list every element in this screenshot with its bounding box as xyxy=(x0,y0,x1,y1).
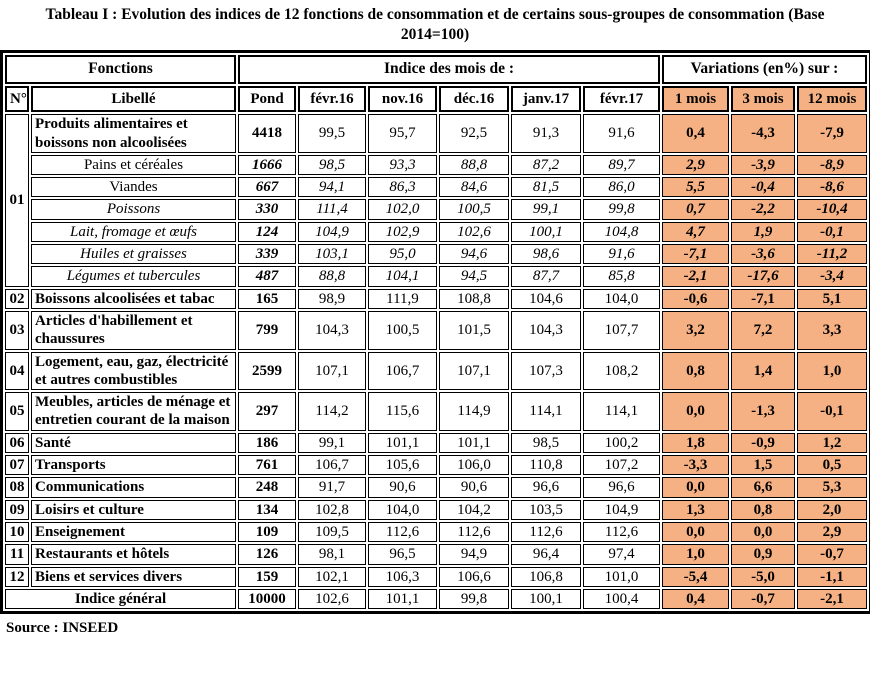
indices-table xyxy=(0,50,870,614)
table-row xyxy=(5,392,867,431)
index-cell: 94,9 xyxy=(439,544,509,564)
index-cell: 114,1 xyxy=(511,392,581,431)
table-row xyxy=(5,477,867,497)
row-label: Produits alimentaires et boissons non alcoolisées xyxy=(31,114,236,153)
row-number: 07 xyxy=(5,455,29,475)
variation-cell: -2,1 xyxy=(662,266,729,286)
index-cell: 86,0 xyxy=(583,177,660,197)
table-row xyxy=(5,266,867,286)
col-header-dec16: déc.16 xyxy=(439,86,509,112)
index-cell: 98,1 xyxy=(298,544,366,564)
col-header-fevr17: févr.17 xyxy=(583,86,660,112)
index-cell: 92,5 xyxy=(439,114,509,153)
variation-cell: -8,6 xyxy=(797,177,867,197)
variation-cell: 0,0 xyxy=(662,522,729,542)
row-number: 12 xyxy=(5,567,29,587)
index-cell: 100,4 xyxy=(583,589,660,609)
index-cell: 102,6 xyxy=(298,589,366,609)
variation-cell: -3,6 xyxy=(731,244,795,264)
variation-cell: 0,5 xyxy=(797,455,867,475)
variation-cell: 0,7 xyxy=(662,199,729,219)
variation-cell: 0,0 xyxy=(662,477,729,497)
index-cell: 112,6 xyxy=(511,522,581,542)
row-number: 09 xyxy=(5,500,29,520)
pond-cell: 165 xyxy=(238,289,296,309)
index-cell: 104,6 xyxy=(511,289,581,309)
index-cell: 91,6 xyxy=(583,244,660,264)
variation-cell: 0,4 xyxy=(662,114,729,153)
variation-cell: -1,1 xyxy=(797,567,867,587)
variation-cell: -7,1 xyxy=(662,244,729,264)
index-cell: 107,1 xyxy=(298,352,366,391)
variation-cell: -0,6 xyxy=(662,289,729,309)
index-cell: 115,6 xyxy=(368,392,437,431)
index-cell: 102,9 xyxy=(368,222,437,242)
col-header-3mois: 3 mois xyxy=(731,86,795,112)
pond-cell: 124 xyxy=(238,222,296,242)
row-number: 11 xyxy=(5,544,29,564)
index-cell: 91,3 xyxy=(511,114,581,153)
index-cell: 102,1 xyxy=(298,567,366,587)
header-group-fonctions: Fonctions xyxy=(5,55,236,84)
variation-cell: 3,3 xyxy=(797,311,867,350)
index-cell: 95,0 xyxy=(368,244,437,264)
index-cell: 104,3 xyxy=(298,311,366,350)
pond-cell: 134 xyxy=(238,500,296,520)
variation-cell: 7,2 xyxy=(731,311,795,350)
row-label: Huiles et graisses xyxy=(31,244,236,264)
variation-cell: -11,2 xyxy=(797,244,867,264)
row-label: Lait, fromage et œufs xyxy=(31,222,236,242)
index-cell: 100,1 xyxy=(511,589,581,609)
row-label: Restaurants et hôtels xyxy=(31,544,236,564)
variation-cell: -5,0 xyxy=(731,567,795,587)
index-cell: 110,8 xyxy=(511,455,581,475)
pond-cell: 186 xyxy=(238,433,296,453)
pond-cell: 4418 xyxy=(238,114,296,153)
col-header-1mois: 1 mois xyxy=(662,86,729,112)
row-number: 06 xyxy=(5,433,29,453)
table-row xyxy=(5,567,867,587)
index-cell: 101,1 xyxy=(368,433,437,453)
row-label: Logement, eau, gaz, électricité et autres combustibles xyxy=(31,352,236,391)
variation-cell: -0,1 xyxy=(797,222,867,242)
index-cell: 98,5 xyxy=(511,433,581,453)
row-number: 08 xyxy=(5,477,29,497)
row-number: 10 xyxy=(5,522,29,542)
variation-cell: -0,7 xyxy=(731,589,795,609)
table-row xyxy=(5,311,867,350)
index-cell: 97,4 xyxy=(583,544,660,564)
index-cell: 102,8 xyxy=(298,500,366,520)
variation-cell: 1,5 xyxy=(731,455,795,475)
index-cell: 112,6 xyxy=(368,522,437,542)
index-cell: 98,6 xyxy=(511,244,581,264)
pond-cell: 10000 xyxy=(238,589,296,609)
variation-cell: 1,0 xyxy=(662,544,729,564)
variation-cell: -3,9 xyxy=(731,155,795,175)
index-cell: 104,3 xyxy=(511,311,581,350)
index-cell: 111,9 xyxy=(368,289,437,309)
index-cell: 93,3 xyxy=(368,155,437,175)
index-cell: 107,7 xyxy=(583,311,660,350)
index-cell: 114,9 xyxy=(439,392,509,431)
index-cell: 100,1 xyxy=(511,222,581,242)
variation-cell: -3,3 xyxy=(662,455,729,475)
table-row xyxy=(5,177,867,197)
index-cell: 99,1 xyxy=(511,199,581,219)
header-cols-row xyxy=(5,86,867,112)
source-note: Source : INSEED xyxy=(6,620,119,637)
index-cell: 96,4 xyxy=(511,544,581,564)
row-label: Pains et céréales xyxy=(31,155,236,175)
variation-cell: 2,0 xyxy=(797,500,867,520)
row-label: Loisirs et culture xyxy=(31,500,236,520)
index-cell: 98,9 xyxy=(298,289,366,309)
variation-cell: -1,3 xyxy=(731,392,795,431)
col-header-nov16: nov.16 xyxy=(368,86,437,112)
index-cell: 112,6 xyxy=(439,522,509,542)
variation-cell: 5,5 xyxy=(662,177,729,197)
index-cell: 104,0 xyxy=(368,500,437,520)
index-cell: 99,8 xyxy=(583,199,660,219)
table-title: Tableau I : Evolution des indices de 12 fonctions de consommation et de certains sous-groupes de consommation (Base 2014=100) xyxy=(45,6,825,44)
index-cell: 104,9 xyxy=(583,500,660,520)
row-number: 04 xyxy=(5,352,29,391)
table-row xyxy=(5,222,867,242)
index-cell: 106,7 xyxy=(368,352,437,391)
table-row xyxy=(5,114,867,153)
table-row xyxy=(5,199,867,219)
pond-cell: 248 xyxy=(238,477,296,497)
variation-cell: 0,8 xyxy=(731,500,795,520)
variation-cell: -8,9 xyxy=(797,155,867,175)
pond-cell: 1666 xyxy=(238,155,296,175)
variation-cell: -3,4 xyxy=(797,266,867,286)
index-cell: 106,8 xyxy=(511,567,581,587)
row-label: Meubles, articles de ménage et entretien courant de la maison xyxy=(31,392,236,431)
table-row xyxy=(5,589,867,609)
index-cell: 99,5 xyxy=(298,114,366,153)
row-number: 02 xyxy=(5,289,29,309)
index-cell: 100,2 xyxy=(583,433,660,453)
index-cell: 102,6 xyxy=(439,222,509,242)
index-cell: 106,7 xyxy=(298,455,366,475)
table-row xyxy=(5,155,867,175)
index-cell: 102,0 xyxy=(368,199,437,219)
index-cell: 114,1 xyxy=(583,392,660,431)
table-row xyxy=(5,433,867,453)
variation-cell: 1,9 xyxy=(731,222,795,242)
row-label: Légumes et tubercules xyxy=(31,266,236,286)
row-number: 01 xyxy=(5,114,29,286)
index-cell: 101,0 xyxy=(583,567,660,587)
index-cell: 96,6 xyxy=(511,477,581,497)
index-cell: 99,1 xyxy=(298,433,366,453)
table-body xyxy=(5,114,867,609)
pond-cell: 126 xyxy=(238,544,296,564)
index-cell: 90,6 xyxy=(368,477,437,497)
index-cell: 94,5 xyxy=(439,266,509,286)
variation-cell: 6,6 xyxy=(731,477,795,497)
row-label: Poissons xyxy=(31,199,236,219)
table-header xyxy=(5,55,867,112)
row-label: Enseignement xyxy=(31,522,236,542)
index-cell: 107,2 xyxy=(583,455,660,475)
index-cell: 108,8 xyxy=(439,289,509,309)
pond-cell: 297 xyxy=(238,392,296,431)
index-cell: 100,5 xyxy=(368,311,437,350)
index-cell: 94,6 xyxy=(439,244,509,264)
pond-cell: 2599 xyxy=(238,352,296,391)
index-cell: 88,8 xyxy=(439,155,509,175)
row-label: Biens et services divers xyxy=(31,567,236,587)
variation-cell: 1,8 xyxy=(662,433,729,453)
variation-cell: -17,6 xyxy=(731,266,795,286)
table-row xyxy=(5,352,867,391)
index-cell: 104,1 xyxy=(368,266,437,286)
index-cell: 81,5 xyxy=(511,177,581,197)
index-cell: 104,9 xyxy=(298,222,366,242)
col-header-12mois: 12 mois xyxy=(797,86,867,112)
variation-cell: 0,4 xyxy=(662,589,729,609)
table-row xyxy=(5,500,867,520)
pond-cell: 667 xyxy=(238,177,296,197)
table-row xyxy=(5,455,867,475)
col-header-numero: N° xyxy=(5,86,29,112)
variation-cell: 4,7 xyxy=(662,222,729,242)
variation-cell: 5,3 xyxy=(797,477,867,497)
index-cell: 98,5 xyxy=(298,155,366,175)
variation-cell: -0,7 xyxy=(797,544,867,564)
variation-cell: 1,4 xyxy=(731,352,795,391)
index-cell: 101,5 xyxy=(439,311,509,350)
index-cell: 104,8 xyxy=(583,222,660,242)
variation-cell: -4,3 xyxy=(731,114,795,153)
pond-cell: 799 xyxy=(238,311,296,350)
index-cell: 103,1 xyxy=(298,244,366,264)
variation-cell: 0,9 xyxy=(731,544,795,564)
variation-cell: -7,9 xyxy=(797,114,867,153)
row-label: Articles d'habillement et chaussures xyxy=(31,311,236,350)
col-header-fevr16: févr.16 xyxy=(298,86,366,112)
variation-cell: -10,4 xyxy=(797,199,867,219)
variation-cell: 2,9 xyxy=(662,155,729,175)
variation-cell: 0,0 xyxy=(662,392,729,431)
index-cell: 87,2 xyxy=(511,155,581,175)
pond-cell: 487 xyxy=(238,266,296,286)
index-cell: 99,8 xyxy=(439,589,509,609)
header-group-variations: Variations (en%) sur : xyxy=(662,55,867,84)
col-header-libelle: Libellé xyxy=(31,86,236,112)
table-row xyxy=(5,522,867,542)
table-row xyxy=(5,544,867,564)
index-cell: 87,7 xyxy=(511,266,581,286)
col-header-janv17: janv.17 xyxy=(511,86,581,112)
variation-cell: -0,4 xyxy=(731,177,795,197)
index-cell: 91,6 xyxy=(583,114,660,153)
index-cell: 101,1 xyxy=(439,433,509,453)
variation-cell: 3,2 xyxy=(662,311,729,350)
index-cell: 107,3 xyxy=(511,352,581,391)
table-row xyxy=(5,244,867,264)
variation-cell: -0,1 xyxy=(797,392,867,431)
index-cell: 106,0 xyxy=(439,455,509,475)
index-cell: 95,7 xyxy=(368,114,437,153)
table-row xyxy=(5,289,867,309)
header-group-indices: Indice des mois de : xyxy=(238,55,660,84)
variation-cell: 2,9 xyxy=(797,522,867,542)
variation-cell: 1,2 xyxy=(797,433,867,453)
index-cell: 108,2 xyxy=(583,352,660,391)
pond-cell: 339 xyxy=(238,244,296,264)
index-cell: 88,8 xyxy=(298,266,366,286)
pond-cell: 159 xyxy=(238,567,296,587)
index-cell: 94,1 xyxy=(298,177,366,197)
variation-cell: -0,9 xyxy=(731,433,795,453)
index-cell: 86,3 xyxy=(368,177,437,197)
variation-cell: 0,8 xyxy=(662,352,729,391)
index-cell: 104,0 xyxy=(583,289,660,309)
index-cell: 96,6 xyxy=(583,477,660,497)
index-cell: 96,5 xyxy=(368,544,437,564)
variation-cell: 1,3 xyxy=(662,500,729,520)
index-cell: 100,5 xyxy=(439,199,509,219)
index-cell: 107,1 xyxy=(439,352,509,391)
index-cell: 114,2 xyxy=(298,392,366,431)
index-cell: 111,4 xyxy=(298,199,366,219)
pond-cell: 761 xyxy=(238,455,296,475)
header-group-row xyxy=(5,55,867,84)
index-cell: 104,2 xyxy=(439,500,509,520)
index-cell: 109,5 xyxy=(298,522,366,542)
variation-cell: 0,0 xyxy=(731,522,795,542)
variation-cell: -7,1 xyxy=(731,289,795,309)
index-cell: 84,6 xyxy=(439,177,509,197)
row-label: Communications xyxy=(31,477,236,497)
index-cell: 90,6 xyxy=(439,477,509,497)
variation-cell: 1,0 xyxy=(797,352,867,391)
variation-cell: -5,4 xyxy=(662,567,729,587)
index-cell: 112,6 xyxy=(583,522,660,542)
row-label: Santé xyxy=(31,433,236,453)
index-cell: 101,1 xyxy=(368,589,437,609)
row-number: 05 xyxy=(5,392,29,431)
row-number: 03 xyxy=(5,311,29,350)
index-cell: 105,6 xyxy=(368,455,437,475)
index-cell: 89,7 xyxy=(583,155,660,175)
variation-cell: 5,1 xyxy=(797,289,867,309)
index-cell: 85,8 xyxy=(583,266,660,286)
index-cell: 106,3 xyxy=(368,567,437,587)
index-cell: 103,5 xyxy=(511,500,581,520)
pond-cell: 109 xyxy=(238,522,296,542)
index-cell: 91,7 xyxy=(298,477,366,497)
col-header-pond: Pond xyxy=(238,86,296,112)
row-label: Boissons alcoolisées et tabac xyxy=(31,289,236,309)
row-label: Viandes xyxy=(31,177,236,197)
variation-cell: -2,1 xyxy=(797,589,867,609)
variation-cell: -2,2 xyxy=(731,199,795,219)
index-cell: 106,6 xyxy=(439,567,509,587)
row-label: Indice général xyxy=(5,589,236,609)
pond-cell: 330 xyxy=(238,199,296,219)
row-label: Transports xyxy=(31,455,236,475)
